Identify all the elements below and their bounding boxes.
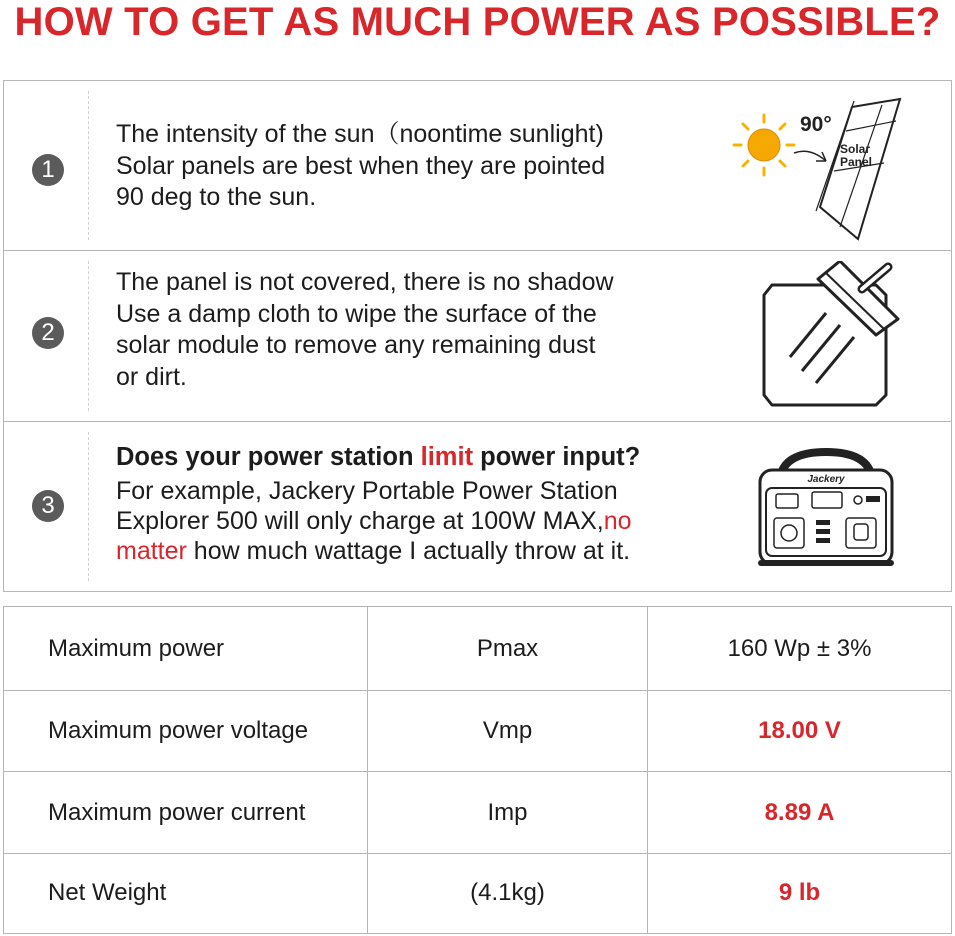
table-row — [4, 691, 952, 772]
spec-value: 9 lb — [648, 853, 952, 933]
table-row — [4, 772, 952, 853]
brand-label: Jackery — [807, 474, 845, 485]
spec-symbol: Vmp — [368, 691, 648, 772]
spec-value: 160 Wp ± 3% — [648, 607, 952, 691]
tip-divider — [88, 261, 89, 411]
tip-line: Use a damp cloth to wipe the surface of the — [116, 299, 597, 328]
tip-line: For example, Jackery Portable Power Station — [116, 477, 618, 505]
tip-divider — [88, 432, 89, 581]
tip-line — [116, 536, 706, 566]
tip-line-text: how much wattage I actually throw at it. — [186, 537, 631, 565]
tip-heading-text: power input? — [473, 443, 641, 471]
tip-text — [116, 442, 706, 566]
tip-line-highlight: matter — [116, 537, 187, 565]
spec-value: 18.00 V — [648, 691, 952, 772]
tip-number-badge: 1 — [32, 154, 64, 186]
panel-label: Solar — [840, 142, 871, 156]
tip-number-badge: 2 — [32, 317, 64, 349]
tip-sun-angle — [4, 81, 951, 251]
spec-label: Maximum power current — [4, 772, 368, 853]
spec-symbol: Imp — [368, 772, 648, 853]
tips-panel — [3, 80, 952, 592]
portable-power-station-icon — [754, 448, 898, 572]
tip-text — [116, 267, 706, 393]
angle-label: 90° — [800, 113, 832, 136]
panel-label: Panel — [840, 155, 873, 169]
tip-line: 90 deg to the sun. — [116, 183, 317, 211]
spec-value: 8.89 A — [648, 772, 952, 853]
tip-line: solar module to remove any remaining dust — [116, 331, 596, 359]
tip-line: The intensity of the sun（noontime sunlight) — [116, 120, 604, 148]
tip-heading-text: Does your power station — [116, 443, 421, 471]
tip-line — [116, 506, 706, 536]
tip-line: The panel is not covered, there is no shadow — [116, 268, 614, 296]
tip-heading — [116, 442, 706, 472]
wiper-cleaning-panel-icon — [756, 261, 906, 413]
spec-symbol: (4.1kg) — [368, 853, 648, 933]
tip-line-highlight: no — [603, 507, 632, 535]
tip-input-limit — [4, 422, 951, 591]
tip-divider — [88, 91, 89, 240]
page-title: HOW TO GET AS MUCH POWER AS POSSIBLE? — [14, 0, 941, 44]
spec-symbol: Pmax — [368, 607, 648, 691]
tip-heading-highlight: limit — [420, 443, 474, 471]
tip-text — [116, 119, 706, 214]
tip-line: or dirt. — [116, 362, 187, 391]
spec-label: Net Weight — [4, 853, 368, 933]
spec-label: Maximum power voltage — [4, 691, 368, 772]
tip-clean-panel — [4, 251, 951, 422]
sun-and-solar-panel-icon — [730, 91, 910, 243]
table-row — [4, 607, 952, 691]
specs-table — [3, 606, 952, 934]
tip-number-badge: 3 — [32, 490, 64, 522]
tip-line: Solar panels are best when they are pointed — [116, 151, 606, 180]
tip-line-text: Explorer 500 will only charge at 100W MAX, — [116, 507, 604, 535]
spec-label: Maximum power — [4, 607, 368, 691]
table-row — [4, 853, 952, 933]
